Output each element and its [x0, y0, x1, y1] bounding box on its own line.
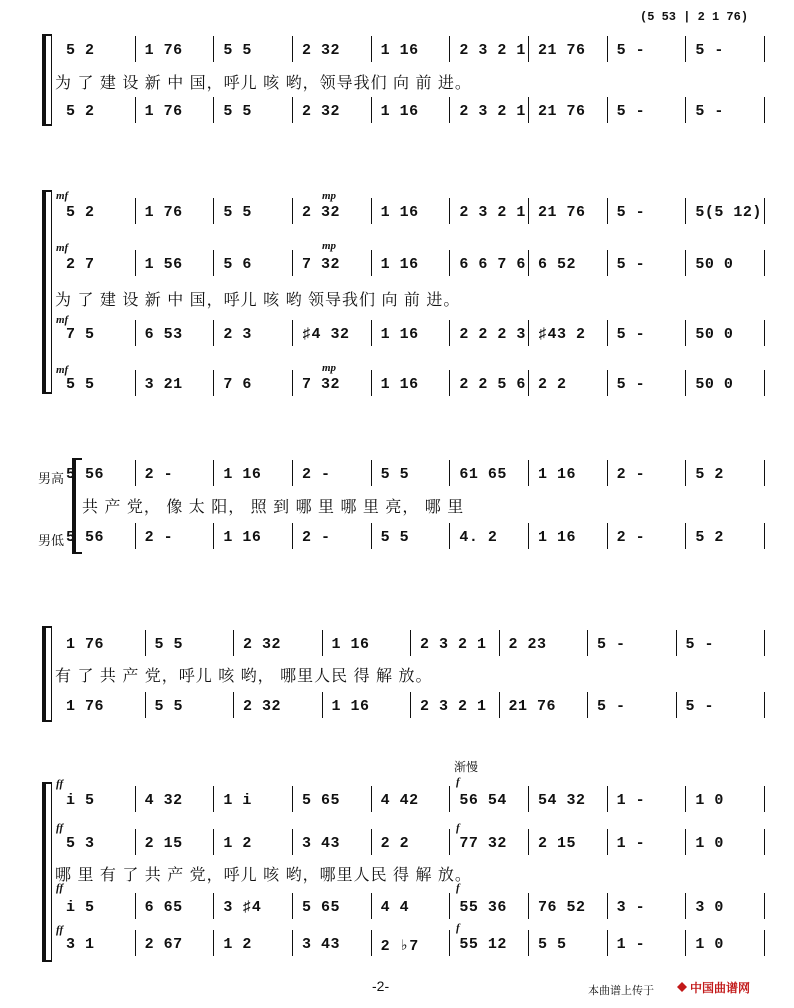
measure: 56 54: [459, 792, 507, 809]
measure: 2 32: [302, 204, 341, 221]
measure: 5 5: [154, 698, 184, 715]
measure: 2 3 2 1: [459, 103, 526, 120]
intro-cue: (5 53 | 2 1 76): [640, 10, 749, 24]
barline: [213, 829, 214, 855]
measure: 54 32: [538, 792, 586, 809]
barline: [371, 460, 372, 486]
barline: [322, 692, 323, 718]
staff-row: [0, 835, 794, 859]
measure: 4. 2: [459, 529, 498, 546]
measure: 2 32: [243, 698, 282, 715]
measure: 5 56: [66, 466, 105, 483]
measure: 5 2: [66, 103, 95, 120]
measure: 1 16: [538, 466, 577, 483]
barline: [292, 250, 293, 276]
barline: [292, 370, 293, 396]
barline: [764, 36, 765, 62]
measure: 5 5: [223, 42, 252, 59]
staff-row: [0, 899, 794, 923]
measure: 2 -: [144, 529, 174, 546]
measure: 1 76: [144, 103, 183, 120]
barline: [449, 523, 450, 549]
staff-row: [0, 529, 794, 553]
measure: 2 3 2 1: [420, 636, 487, 653]
dynamic-mp: mp: [322, 362, 337, 374]
barline: [371, 930, 372, 956]
measure: 2 32: [302, 103, 341, 120]
barline: [764, 523, 765, 549]
barline: [135, 198, 136, 224]
measure: 1 0: [695, 835, 724, 852]
measure: 1 2: [223, 936, 252, 953]
measure: 1 -: [616, 792, 646, 809]
measure: 2 -: [144, 466, 174, 483]
barline: [685, 97, 686, 123]
barline: [410, 630, 411, 656]
measure: 76 52: [538, 899, 586, 916]
lyric-line: 为 了 建 设 新 中 国，呼儿 咳 哟 领导我们 向 前 进。: [55, 292, 461, 309]
barline: [676, 630, 677, 656]
barline: [213, 786, 214, 812]
barline: [213, 250, 214, 276]
barline: [449, 320, 450, 346]
measure: 1 16: [380, 103, 419, 120]
barline: [135, 250, 136, 276]
barline: [607, 250, 608, 276]
barline: [587, 692, 588, 718]
barline: [607, 198, 608, 224]
measure: 4 32: [144, 792, 183, 809]
measure: 5 56: [66, 529, 105, 546]
barline: [371, 829, 372, 855]
staff-row: [0, 103, 794, 127]
measure: 1 76: [144, 42, 183, 59]
barline: [213, 460, 214, 486]
barline: [607, 786, 608, 812]
barline: [213, 930, 214, 956]
barline: [764, 250, 765, 276]
barline: [685, 829, 686, 855]
barline: [449, 97, 450, 123]
measure: 4 4: [380, 899, 410, 916]
barline: [528, 893, 529, 919]
measure: 2 32: [243, 636, 282, 653]
dynamic-ff: ff: [56, 778, 64, 790]
dynamic-mf: mf: [56, 190, 69, 202]
measure: 1 16: [380, 204, 419, 221]
barline: [528, 930, 529, 956]
measure: 50 0: [695, 376, 734, 393]
barline: [371, 198, 372, 224]
barline: [213, 320, 214, 346]
measure: 1 16: [538, 529, 577, 546]
brand-logo-icon: [676, 981, 688, 993]
measure: 5 -: [616, 204, 646, 221]
barline: [449, 930, 450, 956]
barline: [528, 198, 529, 224]
barline: [292, 460, 293, 486]
measure: 55 12: [459, 936, 507, 953]
measure: 5 5: [380, 529, 410, 546]
barline: [213, 893, 214, 919]
barline: [135, 460, 136, 486]
measure: 5 5: [538, 936, 567, 953]
measure: 1 16: [331, 698, 370, 715]
barline: [685, 930, 686, 956]
staff-row: [0, 376, 794, 400]
measure: 6 6 7 6: [459, 256, 526, 273]
barline: [528, 36, 529, 62]
measure: 21 76: [508, 698, 557, 715]
barline: [449, 36, 450, 62]
barline: [292, 320, 293, 346]
barline: [764, 97, 765, 123]
barline: [371, 97, 372, 123]
measure: 2 2: [380, 835, 410, 852]
barline: [449, 893, 450, 919]
measure: 5 5: [66, 376, 95, 393]
barline: [135, 829, 136, 855]
barline: [607, 36, 608, 62]
measure: 2 3: [223, 326, 252, 343]
measure: 2 3 2 1: [459, 204, 526, 221]
lyric-line: 为 了 建 设 新 中 国，呼儿 咳 哟，领导我们 向 前 进。: [55, 75, 472, 92]
measure: 1 16: [331, 636, 370, 653]
measure: 7 5: [66, 326, 95, 343]
measure: 1 16: [380, 326, 419, 343]
measure: 2 -: [302, 466, 331, 483]
barline: [607, 893, 608, 919]
measure: 6 52: [538, 256, 577, 273]
barline: [410, 692, 411, 718]
measure: 1 16: [223, 466, 262, 483]
measure: 3 21: [144, 376, 183, 393]
barline: [528, 320, 529, 346]
barline: [135, 97, 136, 123]
voice-label-tenor: 男高: [38, 471, 65, 486]
measure: 2 7: [66, 256, 95, 273]
dynamic-f: f: [456, 776, 460, 788]
barline: [528, 786, 529, 812]
measure: 5 -: [695, 103, 724, 120]
lyric-line: 共 产 党， 像 太 阳， 照 到 哪 里 哪 里 亮， 哪 里: [82, 499, 465, 516]
staff-row: [0, 42, 794, 66]
measure: 1 16: [223, 529, 262, 546]
barline: [135, 786, 136, 812]
measure: 77 32: [459, 835, 507, 852]
measure: 5 -: [597, 636, 626, 653]
barline: [764, 630, 765, 656]
barline: [764, 370, 765, 396]
measure: 5 3: [66, 835, 95, 852]
barline: [764, 893, 765, 919]
measure: 1 i: [223, 792, 252, 809]
measure: 3 ♯4: [223, 899, 262, 916]
measure: 5 -: [695, 42, 724, 59]
staff-row: [0, 792, 794, 816]
barline: [371, 523, 372, 549]
barline: [371, 320, 372, 346]
measure: 2 15: [144, 835, 183, 852]
barline: [764, 198, 765, 224]
tempo-marking: 渐慢: [454, 760, 479, 774]
barline: [371, 370, 372, 396]
dynamic-mf: mf: [56, 242, 69, 254]
barline: [292, 786, 293, 812]
dynamic-mf: mf: [56, 314, 69, 326]
barline: [213, 523, 214, 549]
measure: 1 -: [616, 835, 646, 852]
measure: 1 76: [144, 204, 183, 221]
staff-row: [0, 466, 794, 490]
measure: 5 2: [66, 204, 95, 221]
barline: [371, 36, 372, 62]
measure: 1 16: [380, 376, 419, 393]
measure: 5 -: [685, 636, 715, 653]
measure: 2 2: [538, 376, 567, 393]
barline: [449, 829, 450, 855]
barline: [499, 692, 500, 718]
barline: [685, 893, 686, 919]
barline: [607, 97, 608, 123]
measure: 61 65: [459, 466, 507, 483]
measure: 6 65: [144, 899, 183, 916]
barline: [135, 36, 136, 62]
dynamic-ff: ff: [56, 882, 64, 894]
staff-row: [0, 326, 794, 350]
measure: 5 -: [616, 376, 646, 393]
dynamic-f: f: [456, 882, 460, 894]
measure: ♯43 2: [538, 326, 586, 343]
measure: 1 -: [616, 936, 646, 953]
barline: [607, 829, 608, 855]
page-number: -2-: [372, 978, 390, 994]
measure: 1 56: [144, 256, 183, 273]
barline: [528, 370, 529, 396]
barline: [528, 523, 529, 549]
measure: 5 5: [223, 103, 252, 120]
barline: [292, 97, 293, 123]
measure: 21 76: [538, 204, 586, 221]
dynamic-mp: mp: [322, 240, 337, 252]
barline: [685, 250, 686, 276]
lyric-line: 哪 里 有 了 共 产 党，呼儿 咳 哟，哪里人民 得 解 放。: [55, 867, 472, 884]
measure: 1 16: [380, 42, 419, 59]
barline: [685, 320, 686, 346]
barline: [213, 370, 214, 396]
measure: ♯4 32: [302, 326, 350, 343]
measure: 5 6: [223, 256, 252, 273]
barline: [135, 370, 136, 396]
lyric-line: 有 了 共 产 党，呼儿 咳 哟， 哪里人民 得 解 放。: [55, 668, 433, 685]
measure: 2 23: [508, 636, 547, 653]
barline: [322, 630, 323, 656]
measure: 1 16: [380, 256, 419, 273]
measure: 50 0: [695, 256, 734, 273]
staff-row: [0, 636, 794, 660]
measure: 6 53: [144, 326, 183, 343]
measure: 5 -: [597, 698, 626, 715]
barline: [371, 786, 372, 812]
measure: 2 3 2 1: [420, 698, 487, 715]
dynamic-mp: mp: [322, 190, 337, 202]
barline: [764, 829, 765, 855]
barline: [528, 250, 529, 276]
measure: 5 2: [695, 529, 724, 546]
barline: [607, 320, 608, 346]
measure: 21 76: [538, 42, 586, 59]
measure: 5 -: [616, 256, 646, 273]
barline: [764, 692, 765, 718]
barline: [292, 893, 293, 919]
staff-row: [0, 936, 794, 960]
dynamic-mf: mf: [56, 364, 69, 376]
measure: 1 76: [66, 636, 105, 653]
barline: [607, 370, 608, 396]
barline: [499, 630, 500, 656]
measure: 2 -: [616, 466, 646, 483]
barline: [371, 250, 372, 276]
upload-credit: 本曲谱上传于: [588, 985, 654, 997]
barline: [685, 198, 686, 224]
barline: [292, 829, 293, 855]
measure: 5 2: [66, 42, 95, 59]
dynamic-f: f: [456, 922, 460, 934]
measure: 1 2: [223, 835, 252, 852]
barline: [145, 692, 146, 718]
barline: [676, 692, 677, 718]
measure: 21 76: [538, 103, 586, 120]
barline: [764, 930, 765, 956]
measure: 2 32: [302, 42, 341, 59]
measure: 1 0: [695, 936, 724, 953]
measure: 5 5: [380, 466, 410, 483]
barline: [449, 370, 450, 396]
measure: 5(5 12): [695, 204, 762, 221]
barline: [685, 370, 686, 396]
dynamic-f: f: [456, 822, 460, 834]
barline: [528, 97, 529, 123]
barline: [292, 523, 293, 549]
measure: 5 -: [616, 103, 646, 120]
barline: [292, 930, 293, 956]
barline: [449, 198, 450, 224]
barline: [685, 36, 686, 62]
barline: [587, 630, 588, 656]
barline: [233, 630, 234, 656]
measure: 2 15: [538, 835, 577, 852]
staff-row: [0, 204, 794, 228]
measure: 7 6: [223, 376, 252, 393]
barline: [528, 829, 529, 855]
measure: 1 76: [66, 698, 105, 715]
measure: i 5: [66, 792, 95, 809]
measure: 2 -: [302, 529, 331, 546]
measure: 7 32: [302, 256, 341, 273]
barline: [764, 320, 765, 346]
dynamic-ff: ff: [56, 822, 64, 834]
barline: [292, 36, 293, 62]
barline: [213, 198, 214, 224]
measure: 5 -: [616, 326, 646, 343]
measure: 2 ♭7: [380, 938, 419, 955]
staff-row: [0, 256, 794, 280]
barline: [685, 523, 686, 549]
measure: 2 67: [144, 936, 183, 953]
measure: 3 1: [66, 936, 95, 953]
barline: [135, 930, 136, 956]
measure: 2 3 2 1: [459, 42, 526, 59]
dynamic-ff: ff: [56, 924, 64, 936]
measure: 2 2 5 6: [459, 376, 526, 393]
voice-label-bass: 男低: [38, 533, 65, 548]
barline: [135, 320, 136, 346]
barline: [764, 460, 765, 486]
measure: 4 42: [380, 792, 419, 809]
measure: 5 5: [223, 204, 252, 221]
barline: [449, 250, 450, 276]
barline: [233, 692, 234, 718]
barline: [213, 97, 214, 123]
measure: i 5: [66, 899, 95, 916]
measure: 1 0: [695, 792, 724, 809]
barline: [607, 930, 608, 956]
barline: [685, 460, 686, 486]
barline: [292, 198, 293, 224]
brand-name[interactable]: 中国曲谱网: [690, 981, 751, 995]
measure: 5 65: [302, 792, 341, 809]
measure: 3 43: [302, 936, 341, 953]
barline: [449, 786, 450, 812]
barline: [764, 786, 765, 812]
measure: 55 36: [459, 899, 507, 916]
measure: 2 -: [616, 529, 646, 546]
barline: [371, 893, 372, 919]
barline: [685, 786, 686, 812]
measure: 3 -: [616, 899, 646, 916]
measure: 5 2: [695, 466, 724, 483]
barline: [135, 523, 136, 549]
measure: 5 -: [685, 698, 715, 715]
barline: [528, 460, 529, 486]
measure: 3 43: [302, 835, 341, 852]
barline: [607, 523, 608, 549]
measure: 2 2 2 3: [459, 326, 526, 343]
measure: 5 65: [302, 899, 341, 916]
barline: [145, 630, 146, 656]
barline: [449, 460, 450, 486]
measure: 50 0: [695, 326, 734, 343]
measure: 7 32: [302, 376, 341, 393]
measure: 3 0: [695, 899, 724, 916]
staff-row: [0, 698, 794, 722]
measure: 5 -: [616, 42, 646, 59]
barline: [135, 893, 136, 919]
barline: [607, 460, 608, 486]
measure: 5 5: [154, 636, 184, 653]
barline: [213, 36, 214, 62]
